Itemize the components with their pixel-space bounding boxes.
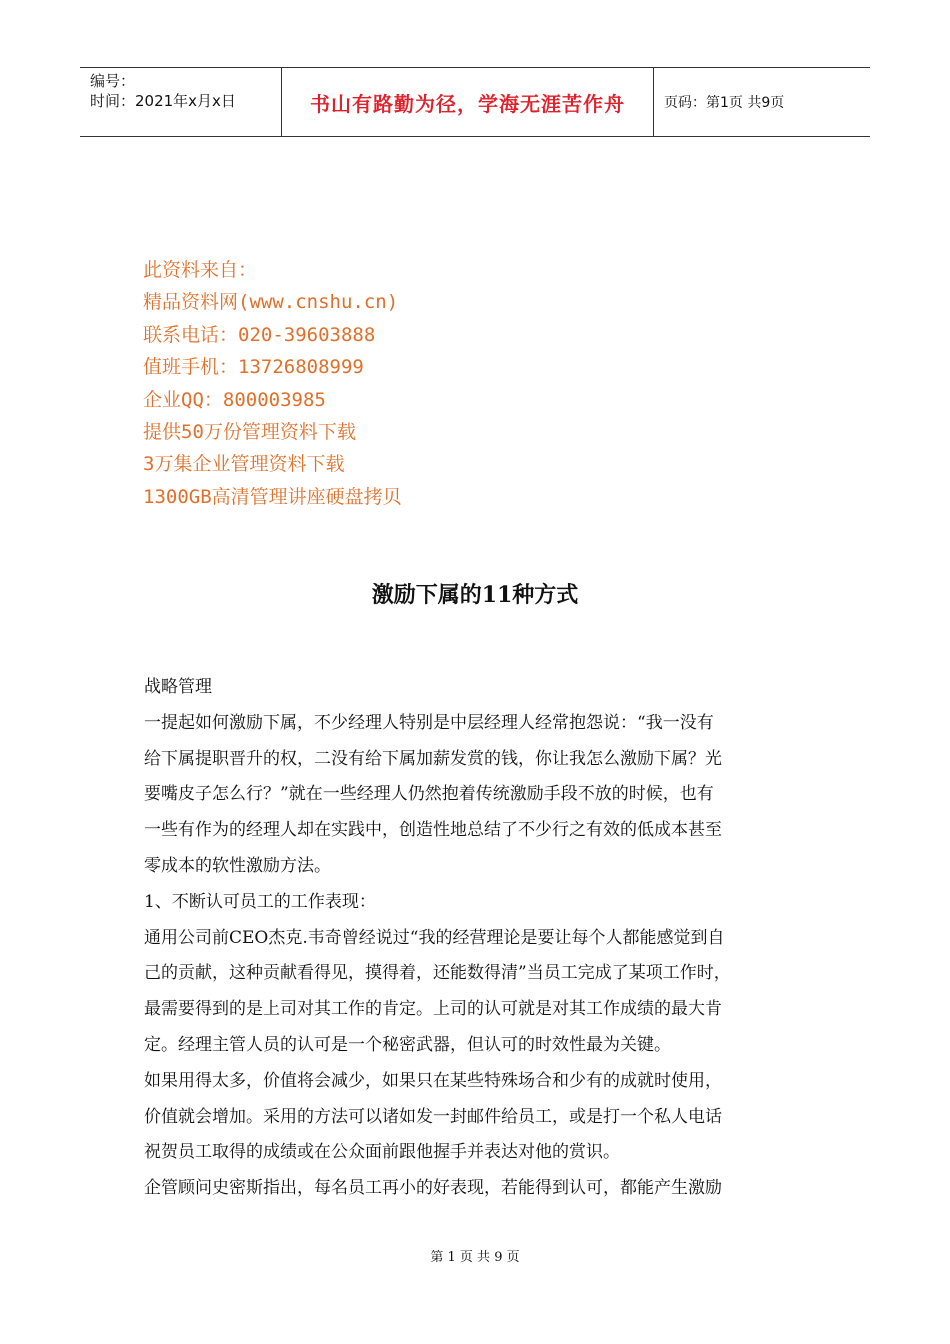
source-website-link[interactable]: 精品资料网(www.cnshu.cn) (143, 291, 399, 314)
header-slogan: 书山有路勤为径，学海无涯苦作舟 (282, 68, 654, 136)
body-line: 最需要得到的是上司对其工作的肯定。上司的认可就是对其工作成绩的最大肯 (144, 999, 722, 1020)
body-line: 如果用得太多，价值将会减少，如果只在某些特殊场合和少有的成就时使用， (144, 1070, 722, 1091)
body-line: 一提起如何激励下属，不少经理人特别是中层经理人经常抱怨说：“我一没有 (144, 712, 714, 733)
source-info-block (143, 254, 402, 513)
source-line: 3万集企业管理资料下载 (143, 453, 345, 476)
header-table (80, 67, 870, 137)
source-line: 此资料来自： (143, 259, 258, 281)
body-line: 祝贺员工取得的成绩或在公众面前跟他握手并表达对他的赏识。 (144, 1142, 620, 1163)
body-line: 一些有作为的经理人却在实践中，创造性地总结了不少行之有效的低成本甚至 (144, 820, 722, 841)
body-line: 要嘴皮子怎么行？”就在一些经理人仍然抱着传统激励手段不放的时候，也有 (144, 784, 714, 805)
document-time-label: 时间：2021年x月x日 (90, 92, 236, 110)
header-page-number: 页码：第1页 共9页 (664, 95, 785, 111)
source-line: 1300GB高清管理讲座硬盘拷贝 (143, 485, 402, 508)
document-body (144, 670, 809, 1207)
source-line: 企业QQ：800003985 (143, 388, 326, 411)
header-left-cell (80, 68, 282, 136)
footer-page-number: 第 1 页 共 9 页 (430, 1250, 520, 1265)
source-line: 值班手机：13726808999 (143, 356, 364, 379)
body-line: 己的贡献，这种贡献看得见，摸得着，还能数得清”当员工完成了某项工作时， (144, 963, 731, 984)
source-line: 联系电话：020-39603888 (143, 323, 376, 346)
body-line: 通用公司前CEO杰克.韦奇曾经说过“我的经营理论是要让每个人都能感觉到自 (144, 927, 725, 948)
body-line: 战略管理 (144, 677, 212, 697)
body-line: 定。经理主管人员的认可是一个秘密武器，但认可的时效性最为关键。 (144, 1034, 671, 1055)
section-heading: 1、不断认可员工的工作表现： (144, 891, 376, 912)
document-number-label: 编号： (90, 72, 136, 90)
body-line: 零成本的软性激励方法。 (144, 855, 331, 876)
document-title: 激励下属的11种方式 (371, 582, 579, 608)
source-line: 提供50万份管理资料下载 (143, 420, 356, 443)
body-line: 企管顾问史密斯指出，每名员工再小的好表现，若能得到认可，都能产生激励 (144, 1178, 722, 1199)
body-line: 价值就会增加。采用的方法可以诸如发一封邮件给员工，或是打一个私人电话 (144, 1106, 722, 1127)
body-line: 给下属提职晋升的权，二没有给下属加薪发赏的钱，你让我怎么激励下属？光 (144, 748, 722, 769)
